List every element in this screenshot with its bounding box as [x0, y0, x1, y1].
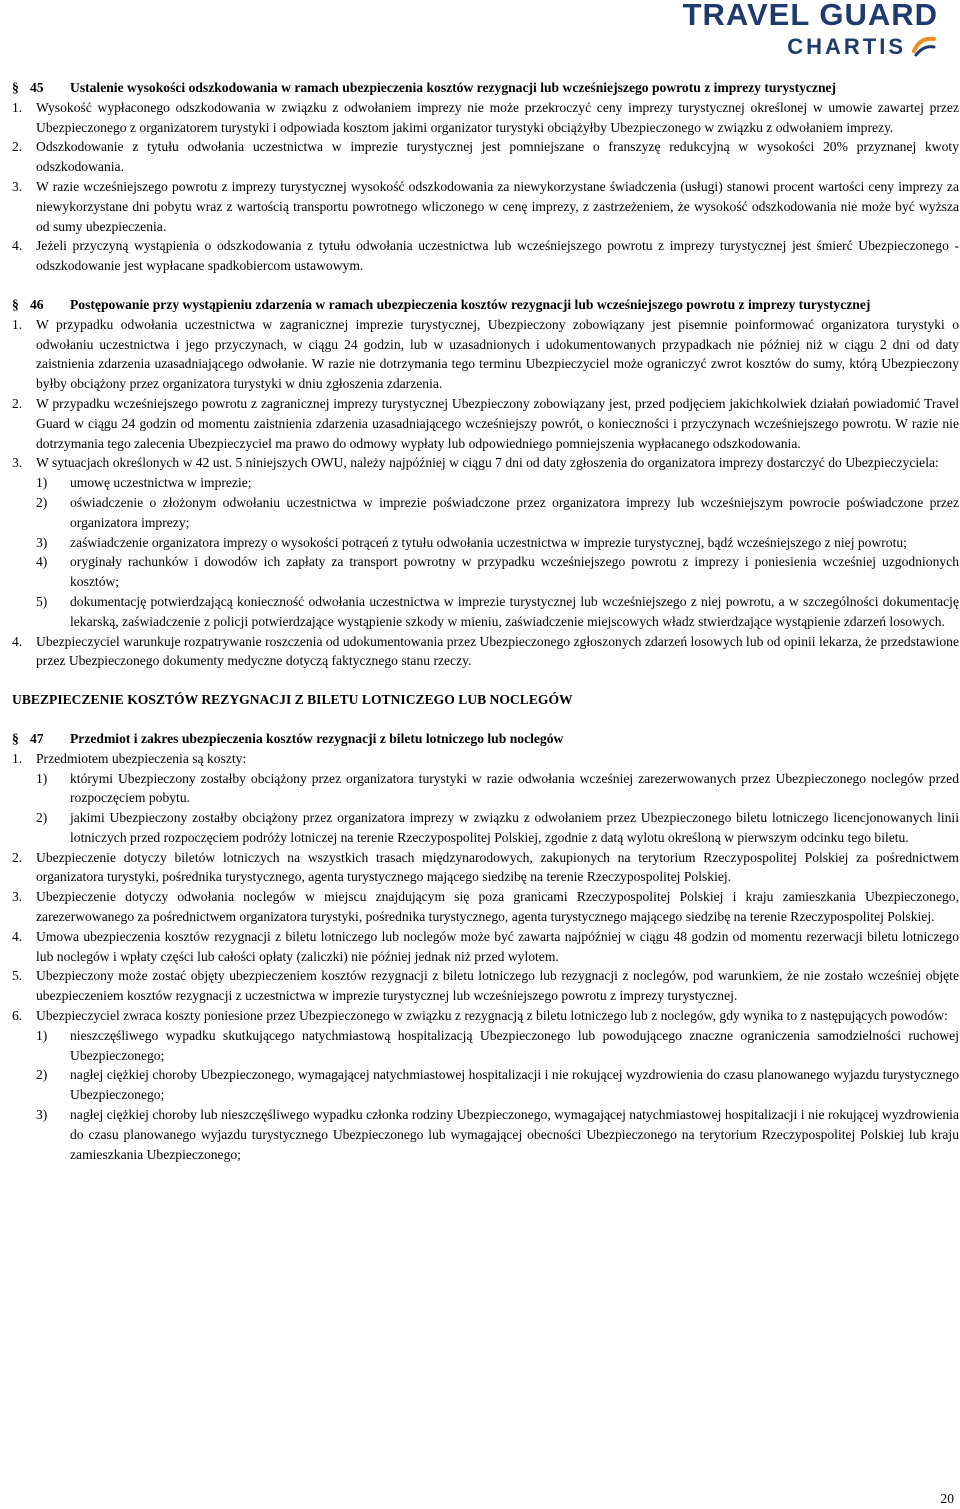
section-title: Przedmiot i zakres ubezpieczenia kosztów rezygnacji z biletu lotniczego lub noclegów: [70, 730, 564, 746]
list-item-text: oświadczenie o złożonym odwołaniu uczestnictwa w imprezie poświadczone przez organizatora imprezy lub wcześniejszym powrocie poświadczone przez organizatora imprezy;: [70, 494, 959, 530]
list-item: [36, 1026, 959, 1066]
list-item-number: 1): [36, 1027, 48, 1043]
paragraph-text: Ubezpieczyciel warunkuje rozpatrywanie roszczenia od udokumentowania przez Ubezpieczonego zgłoszonych zdarzeń losowych lub od opinii lekarza, że przedstawione przez Ubezpieczonego dokumenty medyczne dotyczą faktycznego stanu rzeczy.: [36, 633, 959, 669]
section-heading: [12, 295, 959, 315]
list-item-text: oryginały rachunków i dowodów ich zapłaty za transport powrotny w przypadku wcześniejszego powrotu z imprezy i poniesienia wcześniej uzgodnionych kosztów;: [70, 554, 959, 590]
list-item: [36, 808, 959, 848]
paragraph-text: W przypadku wcześniejszego powrotu z zagranicznej imprezy turystycznej Ubezpieczony zobowiązany jest, przed podjęciem jakichkolwiek działań powiadomić Travel Guard w ciągu 24 godzin od momentu zaistnienia zdarzenia uzasadniającego wcześniejszy powrót, o konieczności i przyczynach wcześniejszego powrotu. W razie nie dotrzymania tego zalecenia Ubezpieczyciel ma prawo do odmowy wypłaty lub odpowiedniego pomniejszenia wypłacanego odszkodowania.: [36, 395, 959, 451]
paragraph-number: 6.: [12, 1008, 23, 1024]
brand-subname: CHARTIS: [787, 34, 906, 59]
paragraph-text: Ubezpieczony może zostać objęty ubezpieczeniem kosztów rezygnacji z biletu lotniczego lub rezygnacji z noclegów, pod warunkiem, że nie zostało wcześniej objęte ubezpieczeniem kosztów rezygnacji z uczestnictwa w imprezie turystycznej lub wcześniejszego powrotu z imprezy turystycznej.: [36, 968, 959, 1004]
list-item: [36, 493, 959, 533]
document-body: [12, 78, 959, 1164]
section-title: Ustalenie wysokości odszkodowania w ramach ubezpieczenia kosztów rezygnacji lub wcześniejszego powrotu z imprezy turystycznej: [70, 80, 837, 95]
paragraph-number: 1.: [12, 316, 23, 332]
paragraph-number: 3.: [12, 178, 23, 194]
list-item: [36, 1065, 959, 1105]
section-number-text: 47: [30, 730, 44, 746]
numbered-paragraph: [12, 966, 959, 1006]
paragraph-sign: §: [12, 80, 19, 95]
spacer: [12, 671, 959, 690]
numbered-paragraph: [12, 632, 959, 672]
list-item-text: nagłej ciężkiej choroby Ubezpieczonego, wymagającej natychmiastowej hospitalizacji i nie rokującej wyzdrowienia do czasu planowanego wyjazdu turystycznego Ubezpieczonego;: [70, 1067, 959, 1103]
section-number: [12, 78, 70, 98]
section-number: [12, 729, 70, 749]
numbered-paragraph: [12, 453, 959, 473]
paragraph-number: 4.: [12, 238, 23, 254]
numbered-paragraph: [12, 749, 959, 769]
paragraph-text: Wysokość wypłaconego odszkodowania w związku z odwołaniem imprezy nie może przekroczyć ceny imprezy turystycznej określonej w umowie zawartej przez Ubezpieczonego z organizatorem turystyki i odpowiada kosztom jakimi organizator turystyki obciążyłby Ubezpieczonego w związku z odwołaniem imprezy.: [36, 99, 959, 135]
list-item-number: 4): [36, 554, 48, 570]
paragraph-number: 2.: [12, 395, 23, 411]
spacer: [12, 276, 959, 295]
paragraph-text: Jeżeli przyczyną wystąpienia o odszkodowania z tytułu odwołania uczestnictwa lub wcześniejszego powrotu z imprezy turystycznej jest śmierć Ubezpieczonego - odszkodowanie jest wypłacane spadkobiercom ustawowym.: [36, 238, 959, 274]
list-item-number: 1): [36, 770, 48, 786]
numbered-paragraph: [12, 137, 959, 177]
list-item: [36, 533, 959, 553]
list-item-number: 2): [36, 1067, 48, 1083]
list-item-number: 3): [36, 1107, 48, 1123]
list-item: [36, 592, 959, 632]
numbered-paragraph: [12, 98, 959, 138]
chapter-heading: UBEZPIECZENIE KOSZTÓW REZYGNACJI Z BILETU LOTNICZEGO LUB NOCLEGÓW: [12, 692, 573, 708]
numbered-paragraph: [12, 1006, 959, 1026]
paragraph-text: Ubezpieczenie dotyczy biletów lotniczych na wszystkich trasach międzynarodowych, zakupionych na terytorium Rzeczypospolitej Polskiej za pośrednictwem organizatora turystyki, pośrednika turystycznego, agenta turystycznego mającego siedzibę na terenie Rzeczypospolitej Polskiej.: [36, 849, 959, 885]
paragraph-text: W przypadku odwołania uczestnictwa w zagranicznej imprezie turystycznej, Ubezpieczony zobowiązany jest pisemnie poinformować organizatora turystyki o odwołaniu uczestnictwa i jego przyczynach, w ciągu 24 godzin, lub w uzasadnionych i udokumentowanych przypadkach nie później niż w ciągu 2 dni od daty zaistnienia zdarzenia uzasadniającego odwołanie. W razie nie dotrzymania tego terminu Ubezpieczyciel może ograniczyć zwrot kosztów do sumy, którą Ubezpieczony byłby obciążony przez organizatora turystyki w dniu zgłoszenia zdarzenia.: [36, 316, 959, 392]
list-item-text: zaświadczenie organizatora imprezy o wysokości potrąceń z tytułu odwołania uczestnictwa w imprezie turystycznej, bądź wcześniejszego z niej powrotu;: [70, 534, 907, 550]
section-number-text: 46: [30, 296, 44, 312]
section-title: Postępowanie przy wystąpieniu zdarzenia w ramach ubezpieczenia kosztów rezygnacji lub wcześniejszego powrotu z imprezy turystycznej: [70, 296, 871, 312]
paragraph-sign: §: [12, 730, 19, 746]
list-item-number: 1): [36, 475, 48, 491]
section-number-text: 45: [30, 80, 44, 95]
paragraph-text: W sytuacjach określonych w 42 ust. 5 niniejszych OWU, należy najpóźniej w ciągu 7 dni od daty zgłoszenia do organizatora imprezy dostarczyć do Ubezpieczyciela:: [36, 455, 939, 471]
paragraph-number: 2.: [12, 849, 23, 865]
swirl-icon: [910, 33, 938, 59]
paragraph-number: 3.: [12, 889, 23, 905]
spacer: [12, 710, 959, 729]
paragraph-number: 2.: [12, 139, 23, 155]
numbered-paragraph: [12, 236, 959, 276]
section-heading: [12, 78, 959, 98]
paragraph-text: Odszkodowanie z tytułu odwołania uczestnictwa w imprezie turystycznej jest pomniejszane o franszyzę redukcyjną w wysokości 20% przyznanej kwoty odszkodowania.: [36, 139, 959, 175]
list-item-number: 3): [36, 534, 48, 550]
list-item-number: 5): [36, 593, 48, 609]
list-item-text: dokumentację potwierdzającą konieczność odwołania uczestnictwa w imprezie turystycznej lub wcześniejszego z niej powrotu, a w szczególności dokumentację lekarską, zaświadczenie z policji potwierdzające wystąpienie szkody w mieniu, zaświadczenie miejscowych władz stwierdzające wystąpienie zdarzeń losowych.: [70, 593, 959, 629]
paragraph-text: W razie wcześniejszego powrotu z imprezy turystycznej wysokość odszkodowania za niewykorzystane świadczenia (usługi) stanowi procent wartości ceny imprezy za niewykorzystane dni pobytu wraz z wartością transportu powrotnego wliczonego w cenę imprezy, z zastrzeżeniem, że wysokość odszkodowania nie może być wyższa od sumy ubezpieczenia.: [36, 178, 959, 234]
page-number: 20: [940, 1491, 954, 1506]
list-item: [36, 1105, 959, 1164]
paragraph-number: 4.: [12, 928, 23, 944]
list-item: [36, 552, 959, 592]
numbered-paragraph: [12, 887, 959, 927]
numbered-paragraph: [12, 177, 959, 236]
list-item-text: nagłej ciężkiej choroby lub nieszczęśliwego wypadku członka rodziny Ubezpieczonego, wymagającej natychmiastowej hospitalizacji i nie rokującej wyzdrowienia do czasu planowanego wyjazdu turystycznego Ubezpieczonego lub wymagającej obecności Ubezpieczonego na terytorium Rzeczypospolitej Polskiej lub kraju zamieszkania Ubezpieczonego;: [70, 1107, 959, 1162]
numbered-paragraph: [12, 927, 959, 967]
list-item-text: którymi Ubezpieczony zostałby obciążony przez organizatora turystyki w razie odwołania wcześniej zarezerwowanych przez Ubezpieczonego noclegów przed rozpoczęciem pobytu.: [70, 770, 959, 806]
travel-guard-logo: [638, 0, 938, 62]
paragraph-text: Przedmiotem ubezpieczenia są koszty:: [36, 750, 247, 766]
brand-name: TRAVEL GUARD: [682, 0, 938, 32]
list-item-text: jakimi Ubezpieczony zostałby obciążony przez organizatora imprezy w związku z odwołaniem przez Ubezpieczonego biletu lotniczego licencjonowanych linii lotniczych przed rozpoczęciem podróży lotniczej na terenie Rzeczypospolitej Polskiej, zgodnie z datą wylotu określoną w pierwszym odcinku tego biletu.: [70, 810, 959, 845]
paragraph-sign: §: [12, 296, 19, 312]
section-heading: [12, 729, 959, 749]
paragraph-text: Umowa ubezpieczenia kosztów rezygnacji z biletu lotniczego lub noclegów może być zawarta najpóźniej w ciągu 48 godzin od momentu rezerwacji biletu lotniczego lub noclegów i wpłaty części lub całości opłaty (zaliczki) nie później jednak niż przed wylotem.: [36, 928, 959, 964]
list-item: [36, 769, 959, 809]
paragraph-number: 3.: [12, 455, 23, 471]
numbered-paragraph: [12, 315, 959, 394]
list-item-text: nieszczęśliwego wypadku skutkującego natychmiastową hospitalizacją Ubezpieczonego lub powodującego znaczne ograniczenia samodzielności ruchowej Ubezpieczonego;: [70, 1027, 959, 1063]
paragraph-text: Ubezpieczenie dotyczy odwołania noclegów w miejscu znajdującym się poza granicami Rzeczypospolitej Polskiej i kraju zamieszkania Ubezpieczonego, zarezerwowanego za pośrednictwem organizatora turystyki, pośrednika turystycznego, agenta turystycznego mającego siedzibę na terenie Rzeczypospolitej Polskiej.: [36, 889, 959, 925]
numbered-paragraph: [12, 848, 959, 888]
paragraph-text: Ubezpieczyciel zwraca koszty poniesione przez Ubezpieczonego w związku z rezygnacją z biletu lotniczego lub z noclegów, gdy wynika to z następujących powodów:: [36, 1008, 948, 1024]
list-item: [36, 473, 959, 493]
list-item-text: umowę uczestnictwa w imprezie;: [70, 475, 252, 491]
list-item-number: 2): [36, 494, 48, 510]
paragraph-number: 5.: [12, 968, 23, 984]
numbered-paragraph: [12, 394, 959, 453]
list-item-number: 2): [36, 810, 48, 826]
paragraph-number: 1.: [12, 750, 23, 766]
section-number: [12, 295, 70, 315]
paragraph-number: 1.: [12, 99, 23, 115]
paragraph-number: 4.: [12, 633, 23, 649]
